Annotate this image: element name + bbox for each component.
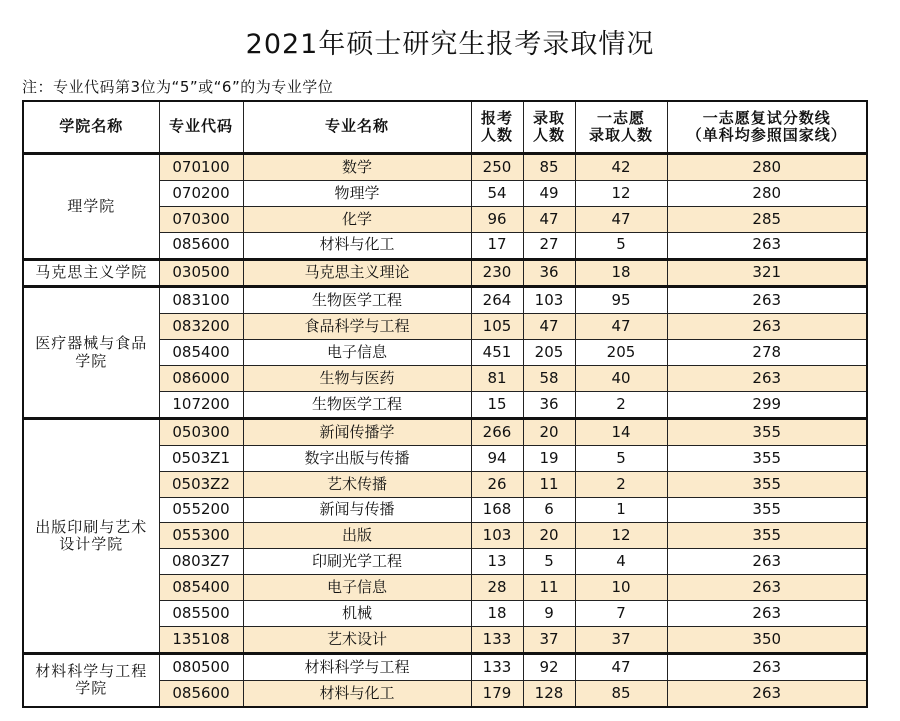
cell-major: 物理学 [243,180,471,206]
cell-first-choice: 42 [575,154,667,181]
cell-admitted: 92 [523,653,575,680]
cell-admitted: 19 [523,445,575,471]
admission-table [22,100,868,708]
cell-admitted: 27 [523,232,575,259]
cell-score: 350 [667,627,867,654]
cell-applicants: 103 [471,523,523,549]
header-college: 学院名称 [23,101,159,154]
cell-first-choice: 85 [575,680,667,706]
cell-first-choice: 2 [575,471,667,497]
cell-major: 新闻传播学 [243,418,471,445]
header-line: 一志愿 [596,108,645,127]
college-name-line: 学院 [75,679,108,698]
cell-major: 新闻与传播 [243,497,471,523]
cell-first-choice: 95 [575,287,667,314]
college-name-line: 出版印刷与艺术 [35,517,148,536]
college-name [23,154,159,260]
header-line: 一志愿复试分数线 [702,108,831,127]
cell-score: 263 [667,232,867,259]
cell-first-choice: 14 [575,418,667,445]
cell-code: 085600 [159,680,243,706]
cell-admitted: 36 [523,392,575,419]
cell-major: 材料科学与工程 [243,653,471,680]
cell-applicants: 94 [471,445,523,471]
header-line: 录取人数 [588,126,653,144]
cell-score: 263 [667,680,867,706]
cell-major: 马克思主义理论 [243,259,471,287]
cell-admitted: 85 [523,154,575,181]
cell-major: 艺术设计 [243,627,471,654]
cell-admitted: 58 [523,366,575,392]
college-name [23,418,159,653]
college-name-line: 设计学院 [59,534,124,553]
cell-major: 化学 [243,206,471,232]
cell-applicants: 168 [471,497,523,523]
header-applicants [471,101,523,154]
cell-applicants: 26 [471,471,523,497]
cell-admitted: 20 [523,523,575,549]
cell-applicants: 250 [471,154,523,181]
college-name-line: 学院 [75,351,108,370]
cell-admitted: 103 [523,287,575,314]
cell-admitted: 5 [523,549,575,575]
cell-score: 355 [667,523,867,549]
cell-applicants: 13 [471,549,523,575]
cell-admitted: 205 [523,340,575,366]
cell-score: 263 [667,366,867,392]
cell-score: 263 [667,601,867,627]
table-row [23,287,867,314]
cell-admitted: 9 [523,601,575,627]
cell-applicants: 264 [471,287,523,314]
cell-admitted: 20 [523,418,575,445]
cell-score: 355 [667,445,867,471]
cell-first-choice: 1 [575,497,667,523]
cell-major: 数字出版与传播 [243,445,471,471]
cell-applicants: 133 [471,653,523,680]
cell-score: 263 [667,575,867,601]
header-code: 专业代码 [159,101,243,154]
cell-score: 355 [667,497,867,523]
header-line: 人数 [480,126,513,144]
cell-major: 出版 [243,523,471,549]
cell-code: 085400 [159,575,243,601]
cell-code: 055200 [159,497,243,523]
table-row [23,154,867,181]
cell-applicants: 133 [471,627,523,654]
header-first-choice [575,101,667,154]
header-admitted [523,101,575,154]
cell-applicants: 54 [471,180,523,206]
college-group [23,154,867,260]
cell-major: 电子信息 [243,340,471,366]
cell-admitted: 6 [523,497,575,523]
cell-major: 生物医学工程 [243,287,471,314]
cell-score: 263 [667,549,867,575]
cell-applicants: 17 [471,232,523,259]
cell-score: 278 [667,340,867,366]
header-line: 人数 [532,126,565,144]
cell-code: 107200 [159,392,243,419]
cell-applicants: 96 [471,206,523,232]
table-row [23,653,867,680]
cell-admitted: 47 [523,206,575,232]
cell-applicants: 230 [471,259,523,287]
cell-code: 055300 [159,523,243,549]
college-name [23,287,159,418]
table-row [23,259,867,287]
cell-admitted: 47 [523,314,575,340]
cell-admitted: 128 [523,680,575,706]
college-name [23,259,159,287]
header-major: 专业名称 [243,101,471,154]
cell-major: 材料与化工 [243,232,471,259]
footnote: 注：专业代码第3位为“5”或“6”的为专业学位 [22,78,334,96]
cell-major: 生物与医药 [243,366,471,392]
cell-first-choice: 5 [575,445,667,471]
cell-code: 050300 [159,418,243,445]
cell-applicants: 179 [471,680,523,706]
cell-major: 机械 [243,601,471,627]
header-line: 录取 [532,108,565,127]
cell-applicants: 105 [471,314,523,340]
cell-code: 030500 [159,259,243,287]
cell-score: 280 [667,180,867,206]
cell-code: 0503Z1 [159,445,243,471]
college-group [23,287,867,418]
cell-score: 285 [667,206,867,232]
cell-first-choice: 205 [575,340,667,366]
cell-first-choice: 47 [575,206,667,232]
cell-applicants: 18 [471,601,523,627]
cell-first-choice: 4 [575,549,667,575]
header-score [667,101,867,154]
cell-major: 印刷光学工程 [243,549,471,575]
header-line: 报考 [480,108,513,127]
cell-code: 086000 [159,366,243,392]
cell-admitted: 11 [523,471,575,497]
cell-first-choice: 47 [575,653,667,680]
cell-first-choice: 5 [575,232,667,259]
cell-major: 数学 [243,154,471,181]
cell-score: 299 [667,392,867,419]
college-group [23,653,867,706]
cell-score: 263 [667,287,867,314]
cell-score: 355 [667,471,867,497]
cell-score: 355 [667,418,867,445]
table-row [23,418,867,445]
cell-applicants: 81 [471,366,523,392]
cell-major: 生物医学工程 [243,392,471,419]
cell-code: 085400 [159,340,243,366]
cell-code: 070300 [159,206,243,232]
cell-major: 艺术传播 [243,471,471,497]
cell-code: 085600 [159,232,243,259]
cell-admitted: 11 [523,575,575,601]
page-title: 2021年硕士研究生报考录取情况 [245,29,655,60]
cell-admitted: 36 [523,259,575,287]
cell-code: 135108 [159,627,243,654]
cell-applicants: 451 [471,340,523,366]
header-line: （单科均参照国家线） [686,126,847,144]
cell-score: 263 [667,653,867,680]
cell-first-choice: 10 [575,575,667,601]
cell-major: 材料与化工 [243,680,471,706]
cell-applicants: 266 [471,418,523,445]
cell-major: 食品科学与工程 [243,314,471,340]
cell-applicants: 28 [471,575,523,601]
cell-first-choice: 7 [575,601,667,627]
college-group [23,418,867,653]
college-name-line: 理学院 [67,196,116,215]
cell-first-choice: 2 [575,392,667,419]
cell-score: 280 [667,154,867,181]
cell-first-choice: 40 [575,366,667,392]
cell-code: 085500 [159,601,243,627]
cell-score: 321 [667,259,867,287]
cell-major: 电子信息 [243,575,471,601]
cell-code: 070100 [159,154,243,181]
cell-first-choice: 12 [575,180,667,206]
college-name-line: 材料科学与工程 [35,662,148,681]
cell-admitted: 37 [523,627,575,654]
cell-code: 0803Z7 [159,549,243,575]
cell-first-choice: 37 [575,627,667,654]
table-header [23,101,867,154]
cell-code: 080500 [159,653,243,680]
cell-first-choice: 18 [575,259,667,287]
cell-first-choice: 12 [575,523,667,549]
cell-admitted: 49 [523,180,575,206]
cell-first-choice: 47 [575,314,667,340]
college-group [23,259,867,287]
college-name-line: 医疗器械与食品 [35,334,148,353]
cell-code: 0503Z2 [159,471,243,497]
cell-score: 263 [667,314,867,340]
college-name [23,653,159,706]
cell-code: 083100 [159,287,243,314]
cell-code: 070200 [159,180,243,206]
cell-applicants: 15 [471,392,523,419]
college-name-line: 马克思主义学院 [35,263,148,282]
cell-code: 083200 [159,314,243,340]
